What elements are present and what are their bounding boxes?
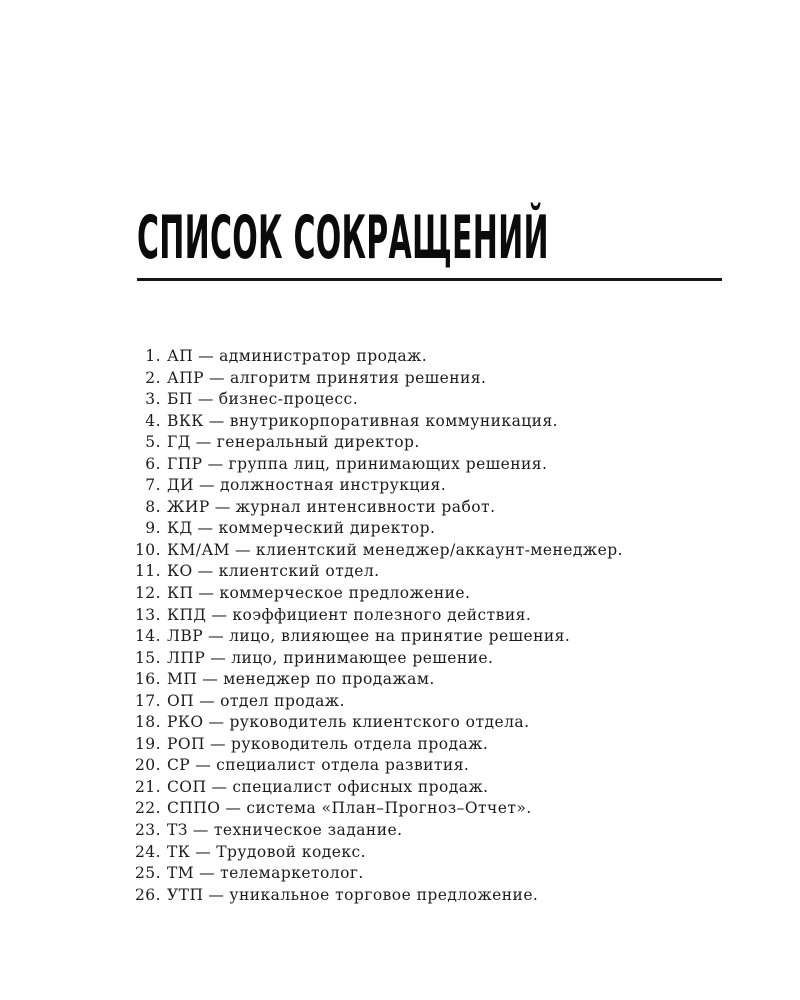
list-item xyxy=(0,777,800,799)
item-text xyxy=(167,518,435,540)
item-definition: коэффициент полезного действия. xyxy=(232,605,532,624)
item-text xyxy=(167,346,427,368)
item-text xyxy=(167,583,470,605)
item-text xyxy=(167,497,495,519)
item-separator: — xyxy=(197,562,214,581)
item-definition: телемаркетолог. xyxy=(220,864,364,883)
item-number: 19. xyxy=(134,734,161,753)
list-item xyxy=(0,561,800,583)
item-text xyxy=(167,885,538,907)
item-definition: внутрикорпоративная коммуникация. xyxy=(229,411,559,430)
item-number: 12. xyxy=(134,584,161,603)
item-definition: бизнес-процесс. xyxy=(218,390,359,409)
list-item xyxy=(0,454,800,476)
item-abbreviation: ЖИР xyxy=(167,497,210,516)
item-number: 22. xyxy=(134,799,161,818)
item-number: 4. xyxy=(145,411,161,430)
item-abbreviation: ТК xyxy=(167,842,191,861)
item-text xyxy=(167,669,435,691)
list-item xyxy=(0,691,800,713)
item-abbreviation: СППО xyxy=(167,799,221,818)
item-definition: администратор продаж. xyxy=(219,347,428,365)
item-abbreviation: ГД xyxy=(167,433,191,452)
item-abbreviation: ОП xyxy=(167,691,195,710)
item-separator: — xyxy=(210,734,226,753)
item-definition: техническое задание. xyxy=(213,821,403,840)
item-definition: руководитель отдела продаж. xyxy=(230,734,489,753)
list-item xyxy=(0,734,800,756)
item-separator: — xyxy=(207,454,224,473)
item-definition: отдел продаж. xyxy=(220,691,345,710)
item-number: 6. xyxy=(145,454,161,473)
list-item xyxy=(0,432,800,454)
item-text xyxy=(167,842,366,864)
item-text xyxy=(167,820,402,842)
item-number: 25. xyxy=(134,864,161,883)
item-separator: — xyxy=(197,519,214,538)
list-item xyxy=(0,368,800,390)
item-separator: — xyxy=(195,433,212,452)
item-number: 20. xyxy=(134,756,161,775)
item-text xyxy=(167,734,488,756)
item-text xyxy=(167,755,469,777)
item-separator: — xyxy=(225,799,242,818)
item-number: 13. xyxy=(134,605,161,624)
item-separator: — xyxy=(208,713,225,732)
item-separator: — xyxy=(202,670,219,689)
item-number: 21. xyxy=(134,777,161,796)
item-text xyxy=(167,540,623,562)
title-underline xyxy=(137,278,722,281)
list-item xyxy=(0,475,800,497)
item-abbreviation: ТЗ xyxy=(167,821,188,840)
item-definition: клиентский отдел. xyxy=(218,562,380,581)
item-abbreviation: ДИ xyxy=(167,476,195,495)
item-abbreviation: КМ/АМ xyxy=(167,540,230,559)
item-separator: — xyxy=(198,347,215,365)
item-abbreviation: РОП xyxy=(167,734,206,753)
item-definition: должностная инструкция. xyxy=(219,476,447,495)
item-text xyxy=(167,389,358,411)
item-text xyxy=(167,863,364,885)
item-separator: — xyxy=(210,648,227,667)
item-text xyxy=(167,411,558,433)
list-item xyxy=(0,669,800,691)
item-number: 15. xyxy=(134,648,161,667)
item-separator: — xyxy=(209,368,225,387)
item-separator: — xyxy=(211,605,228,624)
item-number: 18. xyxy=(134,713,161,732)
item-abbreviation: ЛВР xyxy=(167,627,204,646)
item-abbreviation: УТП xyxy=(167,885,204,904)
item-text xyxy=(167,648,493,670)
item-separator: — xyxy=(197,390,214,409)
item-definition: система «План–Прогноз–Отчет». xyxy=(246,799,532,818)
item-definition: Трудовой кодекс. xyxy=(216,842,366,861)
item-abbreviation: БП xyxy=(167,390,193,409)
list-item xyxy=(0,755,800,777)
item-number: 3. xyxy=(145,390,161,409)
item-abbreviation: ГПР xyxy=(167,454,203,473)
item-number: 10. xyxy=(134,540,161,559)
item-text xyxy=(167,691,345,713)
list-item xyxy=(0,885,800,907)
list-item xyxy=(0,820,800,842)
item-abbreviation: КО xyxy=(167,562,193,581)
list-item xyxy=(0,518,800,540)
list-item xyxy=(0,411,800,433)
item-separator: — xyxy=(199,691,216,710)
item-separator: — xyxy=(208,885,225,904)
item-separator: — xyxy=(208,411,225,430)
list-item xyxy=(0,863,800,885)
list-item xyxy=(0,540,800,562)
item-abbreviation: СОП xyxy=(167,777,207,796)
item-separator: — xyxy=(211,777,228,796)
list-item xyxy=(0,712,800,734)
item-definition: журнал интенсивности работ. xyxy=(235,497,496,516)
item-text xyxy=(167,454,547,476)
item-abbreviation: КП xyxy=(167,584,194,603)
item-abbreviation: ВКК xyxy=(167,411,204,430)
item-number: 2. xyxy=(145,368,161,387)
page-title xyxy=(137,203,800,273)
list-item xyxy=(0,346,800,368)
item-abbreviation: ЛПР xyxy=(167,648,206,667)
list-item xyxy=(0,583,800,605)
item-abbreviation: ТМ xyxy=(167,864,195,883)
item-number: 11. xyxy=(134,562,161,581)
item-number: 5. xyxy=(145,433,161,452)
page-title-text: СПИСОК СОКРАЩЕНИЙ xyxy=(137,203,549,273)
item-number: 23. xyxy=(134,821,161,840)
item-separator: — xyxy=(195,842,212,861)
item-separator: — xyxy=(199,864,216,883)
item-number: 24. xyxy=(134,842,161,861)
abbreviation-list xyxy=(0,346,800,906)
item-text xyxy=(167,605,531,627)
item-number: 16. xyxy=(134,670,161,689)
item-separator: — xyxy=(214,497,231,516)
item-text xyxy=(167,798,532,820)
item-separator: — xyxy=(192,821,209,840)
item-definition: алгоритм принятия решения. xyxy=(230,368,487,387)
item-abbreviation: МП xyxy=(167,670,198,689)
item-separator: — xyxy=(198,584,215,603)
item-number: 14. xyxy=(134,627,161,646)
item-definition: руководитель клиентского отдела. xyxy=(229,713,530,732)
item-definition: генеральный директор. xyxy=(216,433,420,452)
item-number: 9. xyxy=(145,519,161,538)
list-item xyxy=(0,626,800,648)
item-abbreviation: СР xyxy=(167,756,191,775)
item-definition: лицо, принимающее решение. xyxy=(231,648,494,667)
item-abbreviation: КД xyxy=(167,519,193,538)
item-number: 17. xyxy=(134,691,161,710)
item-definition: специалист офисных продаж. xyxy=(232,777,489,796)
item-number: 26. xyxy=(134,885,161,904)
item-definition: группа лиц, принимающих решения. xyxy=(228,454,548,473)
item-text xyxy=(167,561,380,583)
item-text xyxy=(167,712,529,734)
item-separator: — xyxy=(234,540,251,559)
item-text xyxy=(167,626,570,648)
item-text xyxy=(167,368,486,390)
item-separator: — xyxy=(208,627,225,646)
item-definition: специалист отдела развития. xyxy=(216,756,470,775)
item-separator: — xyxy=(195,756,212,775)
item-number: 8. xyxy=(145,497,161,516)
item-definition: уникальное торговое предложение. xyxy=(229,885,539,904)
list-item xyxy=(0,389,800,411)
item-text xyxy=(167,475,446,497)
item-abbreviation: АП xyxy=(167,347,194,365)
list-item xyxy=(0,842,800,864)
item-definition: менеджер по продажам. xyxy=(223,670,435,689)
item-definition: коммерческий директор. xyxy=(218,519,436,538)
item-definition: лицо, влияющее на принятие решения. xyxy=(229,627,571,646)
item-number: 1. xyxy=(145,347,161,365)
item-definition: клиентский менеджер/аккаунт-менеджер. xyxy=(255,540,623,559)
item-abbreviation: РКО xyxy=(167,713,204,732)
item-abbreviation: КПД xyxy=(167,605,207,624)
list-item xyxy=(0,605,800,627)
item-separator: — xyxy=(199,476,215,495)
item-text xyxy=(167,432,420,454)
item-text xyxy=(167,777,489,799)
list-item xyxy=(0,648,800,670)
list-item xyxy=(0,497,800,519)
list-item xyxy=(0,798,800,820)
item-definition: коммерческое предложение. xyxy=(219,584,471,603)
item-number: 7. xyxy=(145,476,161,495)
item-abbreviation: АПР xyxy=(167,368,205,387)
